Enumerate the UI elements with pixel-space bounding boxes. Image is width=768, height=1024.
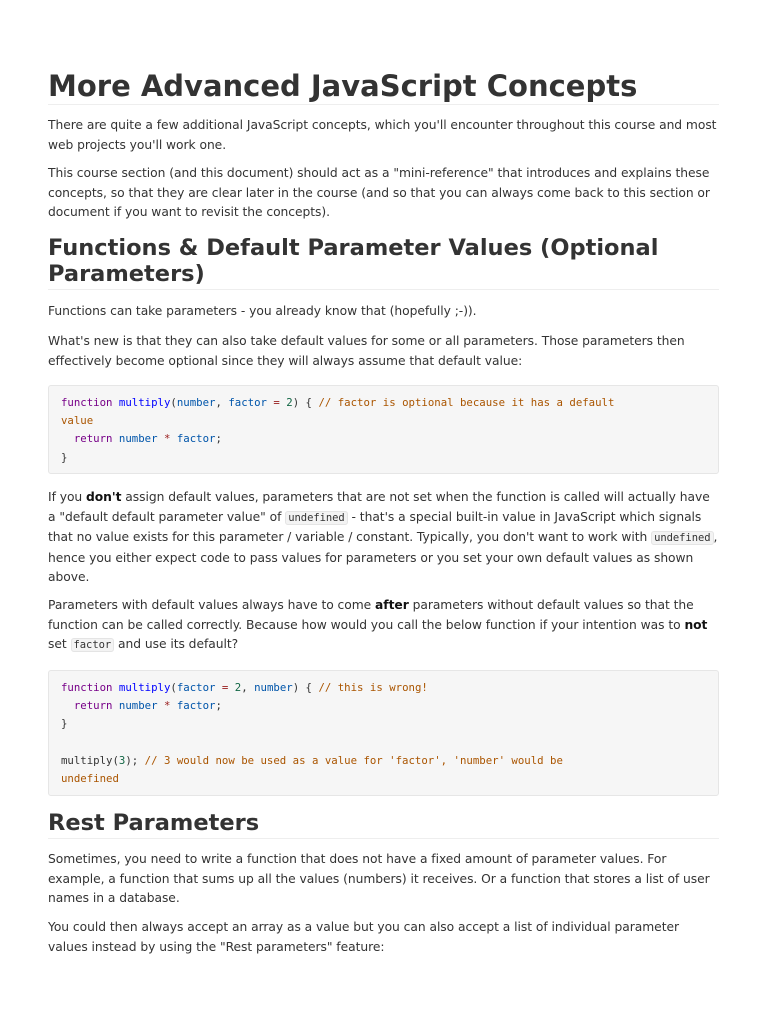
code-comment: // factor is optional because it has a default (318, 396, 615, 409)
defaults-paragraph-1: Functions can take parameters - you already know that (hopefully ;-)). (48, 304, 477, 318)
code-operator: * (157, 699, 177, 713)
rest-paragraph-2: You could then always accept an array as a value but you can also accept a list of individual parameter values instead by using the "Rest parameters" feature: (48, 920, 679, 954)
code-param: number (176, 396, 216, 409)
code-param: number (254, 681, 293, 694)
code-operator: = (215, 681, 235, 694)
code-function-call: multiply (61, 753, 113, 767)
code-param: factor (176, 681, 216, 694)
code-variable: number (118, 432, 158, 446)
code-number: 2 (234, 681, 242, 694)
text-run: - that's a special built-in value in JavaScript which signals that no value exists for this parameter / variable / constant. Typically, you don't want to work with (48, 509, 702, 544)
intro-paragraph-2: This course section (and this document) should act as a "mini-reference" that introduces and explains these concepts, so that they are clear later in the course (and so that you can always come back to this section or document if you want to revisit the concepts). (48, 166, 710, 219)
text-run: assign default values, parameters that are not set when the function is called will actually have a "default default parameter value" of (48, 490, 710, 524)
bold-text: after (375, 598, 409, 612)
text-run: If you (48, 490, 87, 504)
code-punct: ; (215, 699, 222, 713)
code-punct: ); (125, 753, 145, 767)
code-punct: ) { (292, 681, 319, 694)
code-variable: factor (176, 699, 216, 713)
heading-line-2: Parameters) (48, 261, 205, 287)
code-function-name: multiply (118, 396, 171, 409)
code-punct: ; (215, 432, 222, 446)
code-keyword: function (61, 396, 113, 409)
inline-code: undefined (651, 531, 713, 545)
text-run: , hence you either expect code to pass values for parameters or you set your own default values as shown above. (48, 530, 718, 584)
defaults-paragraph-4 (48, 596, 719, 656)
code-punct: ( (112, 753, 119, 767)
code-keyword: return (73, 699, 113, 713)
page-title: More Advanced JavaScript Concepts (48, 68, 719, 105)
code-comment: // 3 would now be used as a value for 'factor', 'number' would be (144, 753, 563, 767)
defaults-paragraph-2: What's new is that they can also take default values for some or all parameters. Those parameters then effectively become optional since they will always assume that default value: (48, 334, 685, 368)
code-brace: } (61, 717, 68, 731)
code-punct: , (215, 396, 229, 409)
text-run: and use its default? (114, 637, 239, 651)
section-heading-default-parameters (48, 235, 719, 290)
code-variable: factor (176, 432, 216, 446)
code-punct: , (241, 681, 255, 694)
text-run: parameters without default values so that the function can be called correctly. Because how would you call the below function if your intention was to (48, 598, 694, 632)
code-punct: ( (170, 396, 177, 409)
section-heading-rest-parameters: Rest Parameters (48, 810, 719, 839)
code-comment: // this is wrong! (318, 681, 428, 694)
code-punct: ) { (292, 396, 319, 409)
code-indent (61, 432, 74, 445)
code-variable: number (118, 699, 158, 713)
intro-paragraph-1: There are quite a few additional JavaScript concepts, which you'll encounter throughout this course and most web projects you'll work one. (48, 118, 717, 152)
code-punct: ( (170, 681, 177, 694)
bold-text: not (684, 617, 708, 632)
code-brace: } (61, 450, 68, 464)
rest-paragraph-1: Sometimes, you need to write a function that does not have a fixed amount of parameter values. For example, a function that sums up all the values (numbers) it receives. Or a function that stores a list of user names in a database. (48, 852, 710, 905)
inline-code: factor (71, 638, 115, 652)
heading-line-1: Functions & Default Parameter Values (Optional (48, 235, 659, 261)
code-number: 2 (286, 396, 293, 409)
code-number: 3 (118, 753, 126, 767)
code-param: factor (228, 396, 267, 409)
code-comment: value (61, 414, 94, 428)
code-block-default-params (48, 385, 719, 474)
code-function-name: multiply (118, 681, 171, 694)
code-indent (61, 699, 74, 712)
text-run: Parameters with default values always have to come (48, 598, 376, 612)
inline-code: undefined (285, 511, 347, 525)
code-block-wrong-order (48, 670, 719, 796)
code-operator: * (157, 432, 177, 446)
bold-text: don't (86, 490, 122, 504)
code-keyword: function (61, 681, 113, 694)
code-keyword: return (73, 432, 113, 446)
code-comment: undefined (61, 772, 119, 786)
text-run: set (48, 637, 71, 651)
code-operator: = (266, 396, 287, 409)
defaults-paragraph-3 (48, 488, 719, 588)
